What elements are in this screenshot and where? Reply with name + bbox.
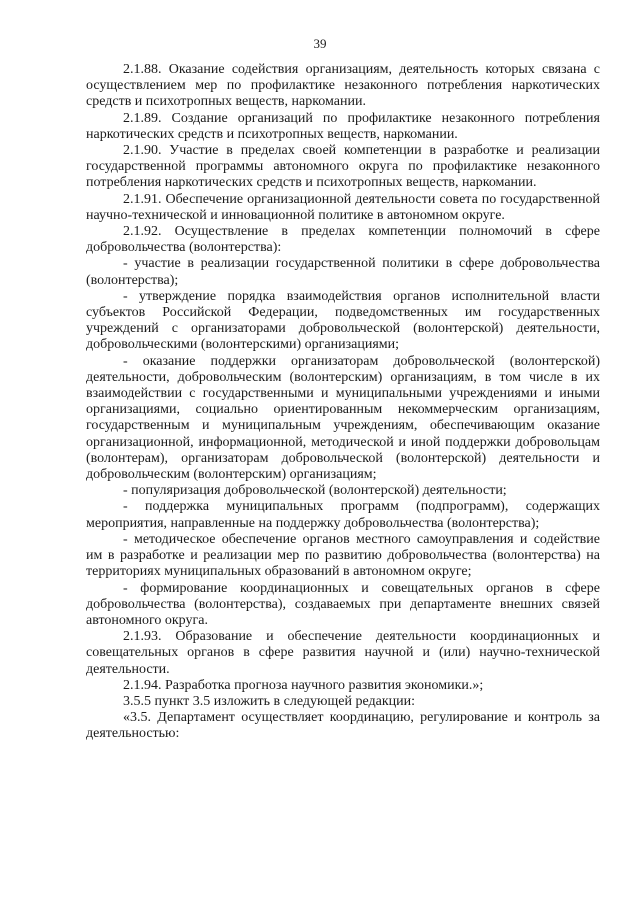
list-item-participation: - участие в реализации государственной политики в сфере добровольчества (волонтерства); [86, 256, 600, 288]
paragraph-2-1-94: 2.1.94. Разработка прогноза научного развития экономики.»; [123, 677, 484, 693]
paragraph-2-1-89: 2.1.89. Создание организаций по профилактике незаконного потребления наркотических средств и психотропных веществ, наркомании. [86, 110, 600, 142]
list-item-coordination-bodies: - формирование координационных и совещательных органов в сфере добровольчества (волонтерства), создаваемых при департаменте внешних связей автономного округа. [86, 580, 600, 628]
paragraph-2-1-93: 2.1.93. Образование и обеспечение деятельности координационных и совещательных органов в сфере развития научной и (или) научно-технической деятельности. [86, 629, 600, 677]
paragraph-3-5-quote: «3.5. Департамент осуществляет координацию, регулирование и контроль за деятельностью: [86, 710, 600, 742]
paragraph-3-5-5: 3.5.5 пункт 3.5 изложить в следующей редакции: [123, 693, 415, 709]
paragraph-2-1-91: 2.1.91. Обеспечение организационной деятельности совета по государственной научно-технической и инновационной политике в автономном округе. [86, 191, 600, 223]
list-item-interaction-order: - утверждение порядка взаимодействия органов исполнительной власти субъектов Российской Федерации, подведомственных им государственных учреждений с организаторами добровольческой (волонтерской) деятельности, добровольческими (волонтерскими) организациями; [86, 288, 600, 353]
paragraph-2-1-90: 2.1.90. Участие в пределах своей компетенции в разработке и реализации государственной программы автономного округа по профилактике незаконного потребления наркотических средств и психотропных веществ, наркомании. [86, 143, 600, 191]
document-body [86, 62, 600, 743]
page-number: 39 [313, 36, 327, 51]
list-item-municipal-programs: - поддержка муниципальных программ (подпрограмм), содержащих мероприятия, направленные на поддержку добровольчества (волонтерства); [86, 499, 600, 531]
list-item-popularization: - популяризация добровольческой (волонтерской) деятельности; [123, 483, 507, 499]
list-item-support: - оказание поддержки организаторам добровольческой (волонтерской) деятельности, добровольческим (волонтерским) организациям, в том числе в их взаимодействии с государственными и муниципальными учреждениями и иными организациями, социально ориентированным некоммерческим организациям, государственным и муниципальным учреждениям, обеспечивающим оказание организационной, информационной, методической и иной поддержки добровольцам (волонтерам), организаторам добровольческой (волонтерской) деятельности и добровольческим (волонтерским) организациям; [86, 353, 600, 483]
paragraph-2-1-88: 2.1.88. Оказание содействия организациям, деятельность которых связана с осуществлением мер по профилактике незаконного потребления наркотических средств и психотропных веществ, наркомании. [86, 62, 600, 110]
list-item-methodical-support: - методическое обеспечение органов местного самоуправления и содействие им в разработке и реализации мер по развитию добровольчества (волонтерства) на территориях муниципальных образований в автономном округе; [86, 531, 600, 580]
paragraph-2-1-92: 2.1.92. Осуществление в пределах компетенции полномочий в сфере добровольчества (волонтерства): [86, 224, 600, 256]
